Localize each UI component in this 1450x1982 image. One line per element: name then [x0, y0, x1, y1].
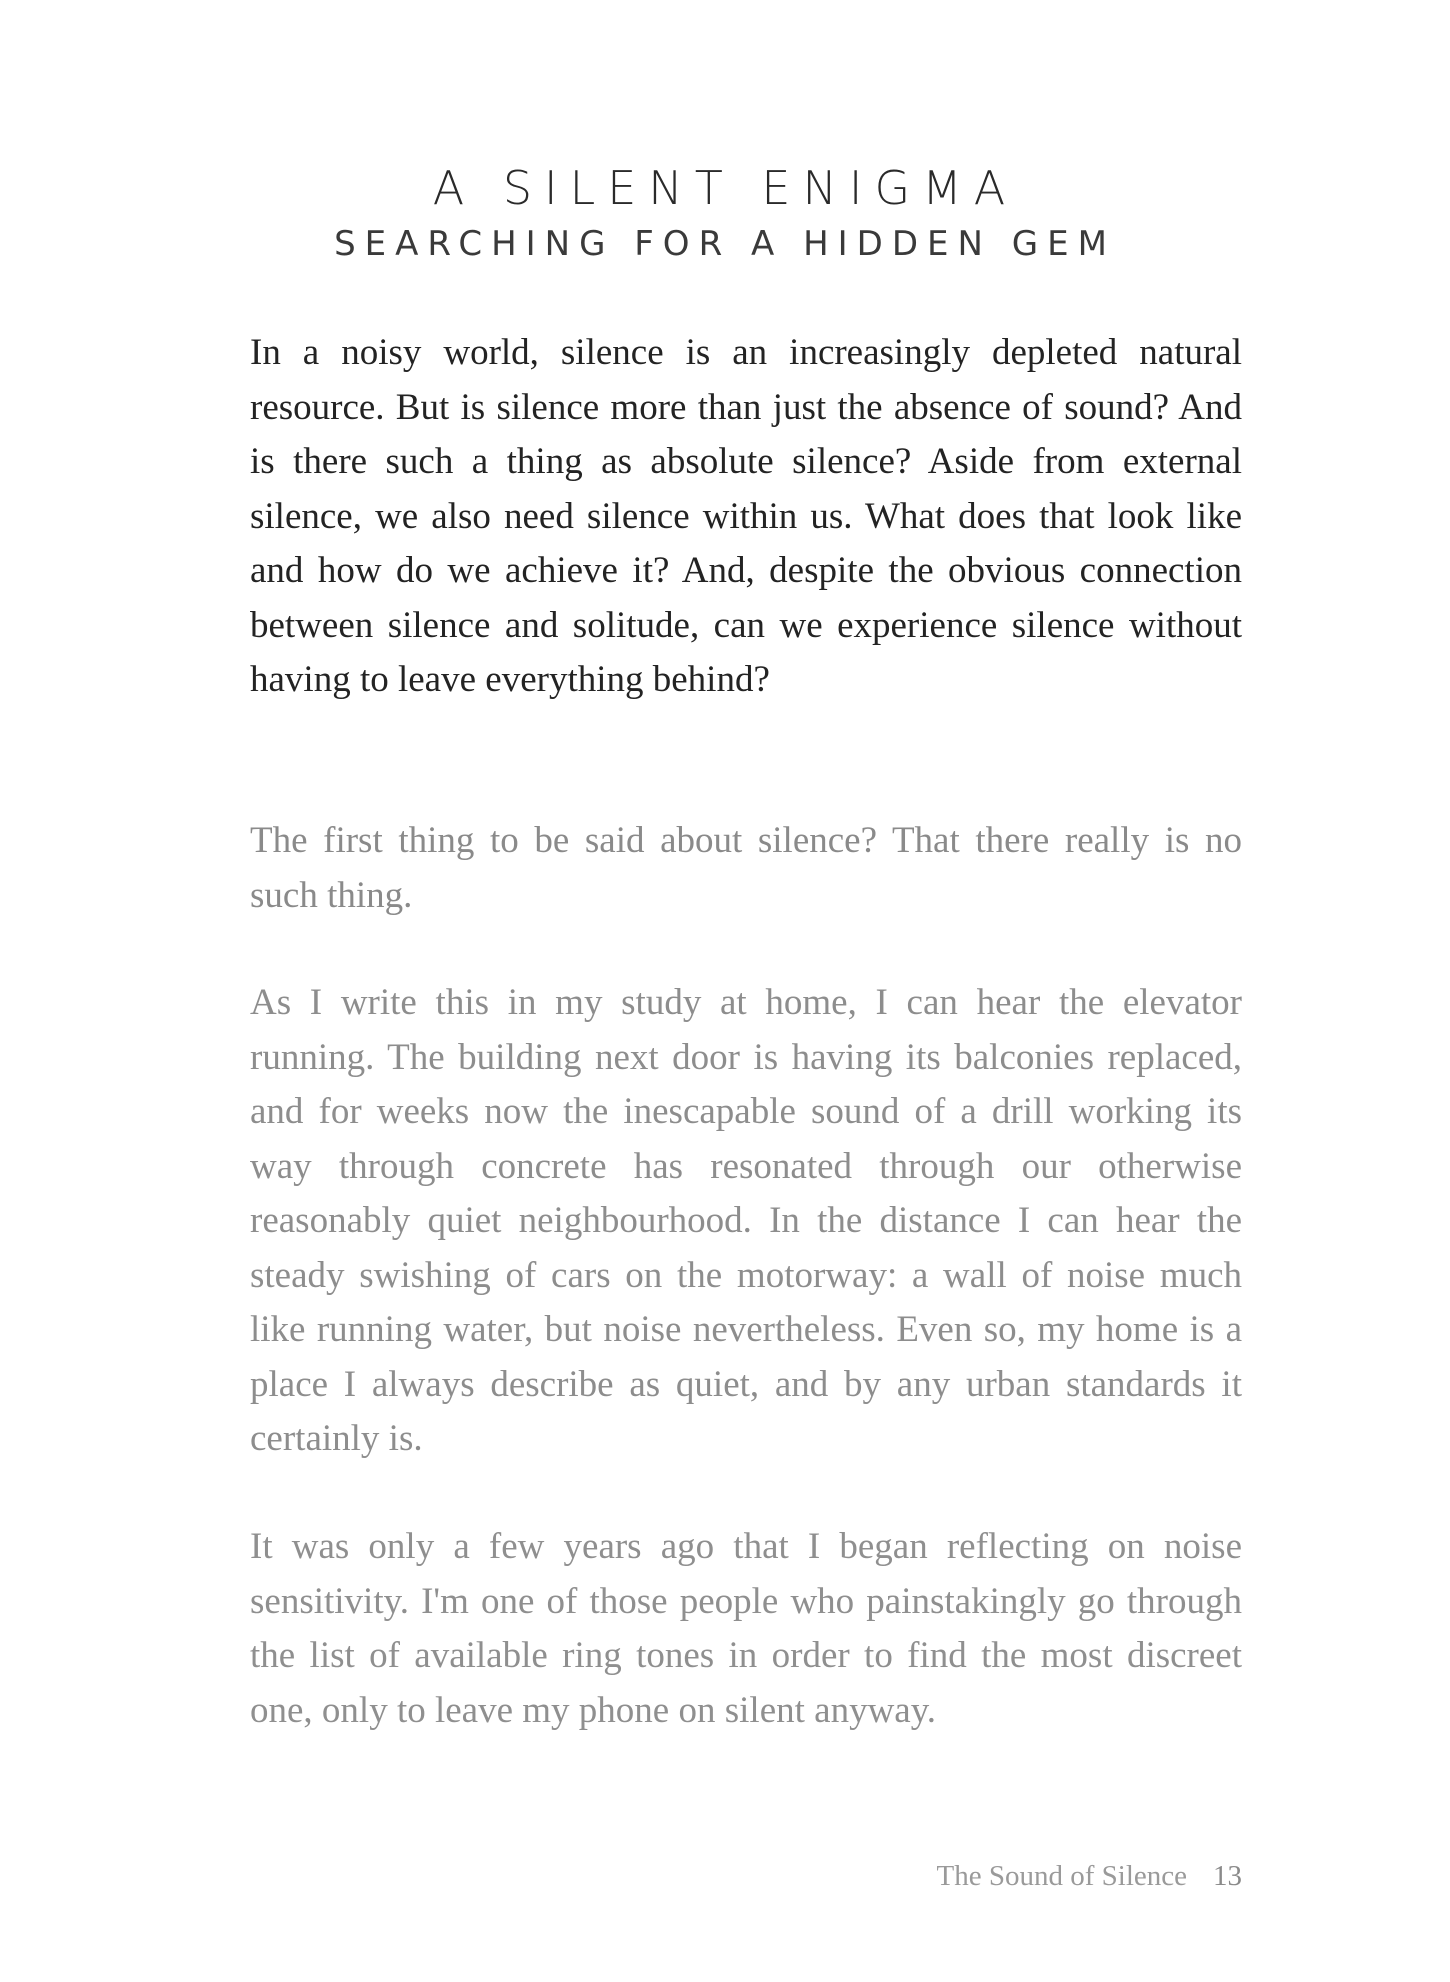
paragraph-study-at-home: As I write this in my study at home, I can hear the elevator running. The building next door is having its balconies replaced, and for weeks now the inescapable sound of a drill working its way through concrete has resonated through our otherwise reasonably quiet neighbourhood. In the distance I can hear the steady swishing of cars on the motorway: a wall of noise much like running water, but noise nevertheless. Even so, my home is a place I always describe as quiet, and by any urban standards it certainly is.	[250, 982, 1242, 1459]
chapter-title: A SILENT ENIGMA	[432, 161, 1018, 215]
paragraph-noise-sensitivity: It was only a few years ago that I began reflecting on noise sensitivity. I'm one of those people who painstakingly go through the list of available ring tones in order to find the most discreet one, only to leave my phone on silent anyway.	[250, 1526, 1242, 1731]
page-number: 13	[1213, 1860, 1242, 1892]
paragraph-intro: In a noisy world, silence is an increasingly depleted natural resource. But is silence more than just the absence of sound? And is there such a thing as absolute silence? Aside from external silence, we also need silence within us. What does that look like and how do we achieve it? And, despite the obvious connection between silence and solitude, can we experience silence without having to leave everything behind?	[250, 332, 1242, 700]
page-footer	[937, 1860, 1242, 1893]
running-book-title: The Sound of Silence	[936, 1860, 1187, 1892]
chapter-subtitle: SEARCHING FOR A HIDDEN GEM	[334, 224, 1116, 264]
paragraph-no-such-thing: The first thing to be said about silence? That there really is no such thing.	[250, 820, 1242, 916]
